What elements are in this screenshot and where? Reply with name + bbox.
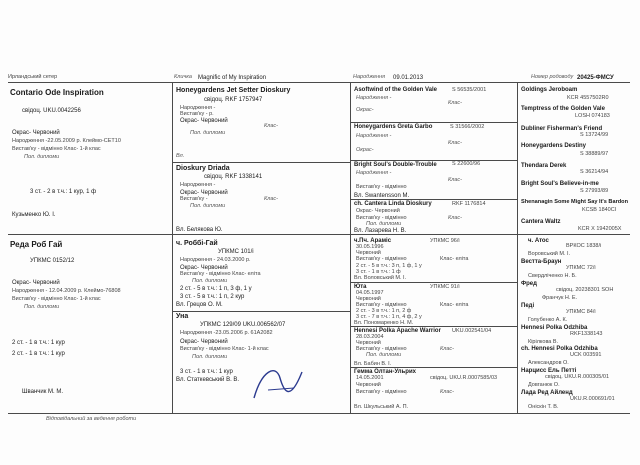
- g4-3-reg: S 38889/97: [580, 151, 609, 157]
- g4-11-name: Педі: [521, 303, 535, 309]
- half-divider: [8, 234, 630, 235]
- g3e-klas: Клас- еліта: [440, 256, 469, 262]
- ss-klas: Клас-: [264, 123, 278, 129]
- sire-breeder: Кузьменко Ю. І.: [12, 212, 56, 218]
- g4-12-name: Hennesi Polka Odzhiba: [521, 325, 588, 331]
- g4-6-name: Shenanagin Some Might Say It's Bardon: [521, 199, 629, 205]
- g3f-breeder: Вл. Пономаренко Н. М.: [354, 320, 414, 326]
- col-divider-3: [517, 83, 518, 413]
- ds-awards-2: 3 ст. - 5 в т.ч.: 1 п, 2 кур: [180, 294, 245, 300]
- g4-9-name: Вестта-Браун: [521, 259, 562, 265]
- sire-born: Народження -22.05.2009 р. Клеймо-СЕТ10: [12, 138, 121, 144]
- sd-reg: свідоц. RKF 1338141: [204, 174, 263, 180]
- g4-13-breeder: Александров О.: [528, 360, 569, 366]
- g3b-name: Honeygardens Greta Garbo: [354, 124, 433, 130]
- g3f-color: Червоний: [356, 296, 381, 302]
- dam-wyst: Вистав'ку - відмінно Клас- 1-й клас: [12, 296, 101, 302]
- g3f-born: 04.05.1997: [356, 290, 384, 296]
- g4-11-breeder: Голубенко А. К.: [528, 317, 568, 323]
- ss-wyst: Вистав'ку - р.: [180, 111, 214, 117]
- g3f-wyst: Вистав'ку - відмінно: [356, 302, 407, 308]
- dam-awards-2: 2 ст. - 1 в т.ч.: 1 кур: [12, 351, 65, 357]
- ds-reg: УПКМС 101/і: [218, 249, 254, 255]
- g3g-dipl: Пол. дипломи: [366, 352, 402, 358]
- g3-div-3: [350, 199, 517, 200]
- g4-5-name: Bright Soul's Believe-in-me: [521, 181, 599, 187]
- g3a-klas: Клас-: [448, 100, 462, 106]
- kennel-name: Magnific of My Inspiration: [198, 75, 267, 81]
- g4-12-reg: RKF1338143: [570, 331, 603, 337]
- ss-dipl: Пол. дипломи: [190, 130, 226, 136]
- g4-14-reg: свідоц. UKU.R.000305/01: [545, 374, 610, 380]
- g4-3-name: Honeygardens Destiny: [521, 143, 587, 149]
- g3a-reg: S 56535/2001: [452, 87, 487, 93]
- sd-color: Окрас- Червоний: [180, 190, 228, 196]
- dam-name: Реда Роб Гай: [10, 240, 63, 249]
- g4-14-name: Нарцисс Ель Петті: [521, 368, 577, 374]
- dam-dipl: Пол. дипломи: [24, 304, 60, 310]
- g3h-klas: Клас-: [440, 389, 454, 395]
- ds-breeder: Вл. Грецов О. М.: [176, 302, 223, 308]
- dd-reg: УПКМС 129/09 UKU.006562/07: [200, 322, 286, 328]
- g3f-aw1: 2 ст. - 3 в т.ч.: 1 п, 2 ф: [356, 308, 412, 314]
- g4-0-name: Goldings Jeroboam: [521, 87, 578, 93]
- g3c-born: Народження -: [356, 170, 392, 176]
- g3g-klas: Клас-: [440, 346, 454, 352]
- g4-10-name: Фред: [521, 281, 537, 287]
- g3f-klas: Клас- еліта: [440, 302, 469, 308]
- g4-4-reg: S 36214/94: [580, 169, 609, 175]
- sd-breeder: Вл. Белякова Ю.: [176, 227, 223, 233]
- g3h-reg: свідоц. UKU.R.0007585/03: [430, 375, 498, 381]
- g3g-wyst: Вистав'ку - відмінно: [356, 346, 407, 352]
- g3c-name: Bright Soul's Double-Trouble: [354, 162, 437, 168]
- g3d-wyst: Вистав'ку - відмінно: [356, 215, 407, 221]
- g3e-breeder: Вл. Воловський М. І.: [354, 275, 407, 281]
- g3c-breeder: Вл. Swantensson M.: [354, 193, 410, 199]
- g3h-name: Гемма Олтан-Ульрих: [354, 369, 416, 375]
- g3g-breeder: Вл. Бабин В. І.: [354, 361, 392, 367]
- g4-1-name: Temptress of the Golden Vale: [521, 106, 605, 112]
- g3h-born: 14.05.2001: [356, 375, 384, 381]
- g3b-klas: Клас-: [448, 140, 462, 146]
- g3a-color: Окрас-: [356, 107, 374, 113]
- g4-4-name: Thendara Derek: [521, 163, 567, 169]
- breed-label: Ирландський сетер: [8, 74, 58, 80]
- g4-13-reg: UCK 003591: [570, 352, 602, 358]
- born-label: Народження: [353, 74, 386, 80]
- gen2-div-2: [172, 311, 350, 312]
- bottom-rule: [8, 413, 630, 414]
- g4-12-breeder: Кірілкова В.: [528, 339, 559, 345]
- g3e-color: Червоний: [356, 250, 381, 256]
- g3b-born: Народження -: [356, 133, 392, 139]
- g4-8-breeder: Воровський М. І.: [528, 251, 571, 257]
- gen2-div-1: [172, 162, 350, 163]
- g4-7-name: Cantera Waltz: [521, 219, 561, 225]
- sd-wyst: Вистав'ку -: [180, 196, 208, 202]
- dd-breeder: Вл. Статкевський В. В.: [176, 377, 240, 383]
- g4-2-name: Dubliner Fisherman's Friend: [521, 126, 603, 132]
- g3-div-7: [350, 367, 517, 368]
- ds-color: Окрас- Червоний: [180, 265, 228, 271]
- g4-15-name: Лада Ред Айленд: [521, 390, 573, 396]
- header-rule: [8, 82, 630, 83]
- sire-dipl: Пол. дипломи: [24, 154, 60, 160]
- sd-klas: Клас-: [264, 196, 278, 202]
- g3g-name: Hennesi Polka Apache Warrior: [354, 328, 441, 334]
- g3b-color: Окрас-: [356, 147, 374, 153]
- g4-8-reg: ВРКОС 1838/і: [566, 243, 602, 249]
- g4-10-reg: свідоц. 20238301 SOH: [556, 287, 614, 293]
- dd-dipl: Пол. дипломи: [192, 354, 228, 360]
- dd-name: Уна: [176, 313, 189, 320]
- born-date: 09.01.2013: [393, 75, 424, 81]
- g3-div-2: [350, 160, 517, 161]
- g3d-name: ch. Cantera Linda Dioskury: [354, 201, 432, 207]
- g4-8-name: ч. Атос: [528, 238, 549, 244]
- g3-div-6: [350, 326, 517, 327]
- sd-born: Народження -: [180, 182, 216, 188]
- g4-9-reg: УПКМС 72/і: [566, 265, 596, 271]
- g3g-color: Червоний: [356, 340, 381, 346]
- dam-born: Народження - 12.04.2009 р. Клеймо-76808: [12, 288, 121, 294]
- ss-reg: свідоц. RKF 1757947: [204, 97, 263, 103]
- g3h-breeder: Вл. Шкульський А. П.: [354, 404, 409, 410]
- g4-5-reg: S 27993/89: [580, 188, 609, 194]
- ds-name: ч. Роббі-Гай: [176, 240, 218, 247]
- signature-mark: [250, 360, 310, 410]
- g4-0-reg: KCR 4557502R0: [567, 95, 609, 101]
- dd-awards: 3 ст. - 1 в т.ч.: 1 кур: [180, 369, 233, 375]
- dam-awards: 2 ст. - 1 в т.ч.: 1 кур: [12, 340, 65, 346]
- g3e-name: ч.Пч. Арамiс: [354, 238, 392, 244]
- g3d-breeder: Вл. Лазарева Н. В.: [354, 228, 407, 234]
- ds-dipl: Пол. дипломи: [192, 278, 228, 284]
- g3c-klas: Клас-: [448, 177, 462, 183]
- g3c-reg: S 22600/96: [452, 161, 481, 167]
- g4-1-reg: LOSH 074183: [575, 113, 610, 119]
- ds-awards-1: 2 ст. - 5 в т.ч.: 1 п, 3 ф, 1 у: [180, 286, 252, 292]
- footer-note: Відповідальний за ведення роботи: [46, 416, 137, 422]
- sire-wyst: Вистав'ку - відмінно Клас- 1-й клас: [12, 146, 101, 152]
- g3f-name: Юта: [354, 284, 367, 290]
- g3-div-5: [350, 282, 517, 283]
- g3d-dipl: Пол. дипломи: [366, 221, 402, 227]
- g3d-color: Окрас- Червоний: [356, 208, 400, 214]
- number-value: 20425-ФМСУ: [577, 75, 614, 81]
- klichka-label: Кличка: [174, 74, 192, 80]
- g3h-wyst: Вистав'ку - відмінно: [356, 389, 407, 395]
- g3e-aw1: 2 ст. - 5 в т.ч.: 3 п, 1 ф, 1 у: [356, 263, 422, 269]
- sire-name: Contario Ode Inspiration: [10, 88, 104, 97]
- g3g-reg: UKU.002541/04: [452, 328, 492, 334]
- col-divider-2: [350, 83, 351, 413]
- g3f-aw2: 3 ст. - 7 в т.ч.: 1 п, 4 ф, 2 у: [356, 314, 422, 320]
- g3d-klas: Клас-: [448, 215, 462, 221]
- g3e-reg: УПКМС 96/і: [430, 238, 460, 244]
- g3d-reg: RKF 1176814: [452, 201, 486, 207]
- g4-6-reg: KCSB 1840CI: [582, 207, 617, 213]
- sire-reg: свідоц. UKU.0042256: [22, 108, 81, 114]
- sd-dipl: Пол. дипломи: [190, 203, 226, 209]
- col-divider-1: [172, 83, 173, 413]
- g4-2-reg: S 13724/99: [580, 132, 609, 138]
- sd-name: Dioskury Driada: [176, 165, 230, 172]
- ss-color: Окрас- Червоний: [180, 118, 228, 124]
- g3e-wyst: Вистав'ку - відмінно: [356, 256, 407, 262]
- g3a-name: Asoftwind of the Golden Vale: [354, 87, 438, 93]
- g4-9-breeder: Свердліченко Н. Б.: [528, 273, 577, 279]
- g3-div-1: [350, 122, 517, 123]
- g4-15-breeder: Оніскін Т. В.: [528, 404, 559, 410]
- g3e-born: 30.05.1996: [356, 244, 384, 250]
- ss-name: Honeygardens Jet Setter Dioskury: [176, 87, 291, 94]
- sire-awards: 3 ст. - 2 в т.ч.: 1 кур, 1 ф: [30, 189, 97, 195]
- g3c-wyst: Вистав'ку - відмінно: [356, 184, 407, 190]
- g3b-reg: S 31566/2002: [450, 124, 485, 130]
- ds-born: Народження - 24.03.2000 р.: [180, 257, 251, 263]
- dd-born: Народження -23.05.2006 р. 61А2082: [180, 330, 273, 336]
- ss-foot: Вл.: [176, 153, 185, 159]
- g3a-born: Народження -: [356, 95, 392, 101]
- g4-10-breeder: Франчук Н. Е.: [542, 295, 578, 301]
- dd-color: Окрас- Червоний: [180, 339, 228, 345]
- g3h-color: Червоний: [356, 382, 381, 388]
- g4-14-breeder: Довганюк О.: [528, 382, 560, 388]
- g4-11-reg: УПКМС 84/і: [566, 309, 596, 315]
- ss-born: Народження -: [180, 105, 216, 111]
- g4-7-reg: KCR X 1942005X: [578, 226, 622, 232]
- number-label: Номер родоводу: [531, 74, 574, 80]
- dd-wyst: Вистав'ку - відмінно Клас- 1-й клас: [180, 346, 269, 352]
- g4-15-reg: UKU.R.000691/01: [570, 396, 615, 402]
- dam-breeder: Шванчик М. М.: [22, 389, 64, 395]
- ds-wyst: Вистав'ку - відмінно Клас- еліта: [180, 271, 261, 277]
- dam-color: Окрас- Червоний: [12, 280, 60, 286]
- g3e-aw2: 3 ст. - 1 в т.ч.: 1 ф: [356, 269, 401, 275]
- sire-color: Окрас- Червоний: [12, 130, 60, 136]
- dam-reg: УПКМС 0152/12: [30, 258, 75, 264]
- g3g-born: 28.03.2004: [356, 334, 384, 340]
- g4-13-name: ch. Hennesi Polka Odzhiba: [521, 346, 598, 352]
- g3f-reg: УПКМС 91/і: [430, 284, 460, 290]
